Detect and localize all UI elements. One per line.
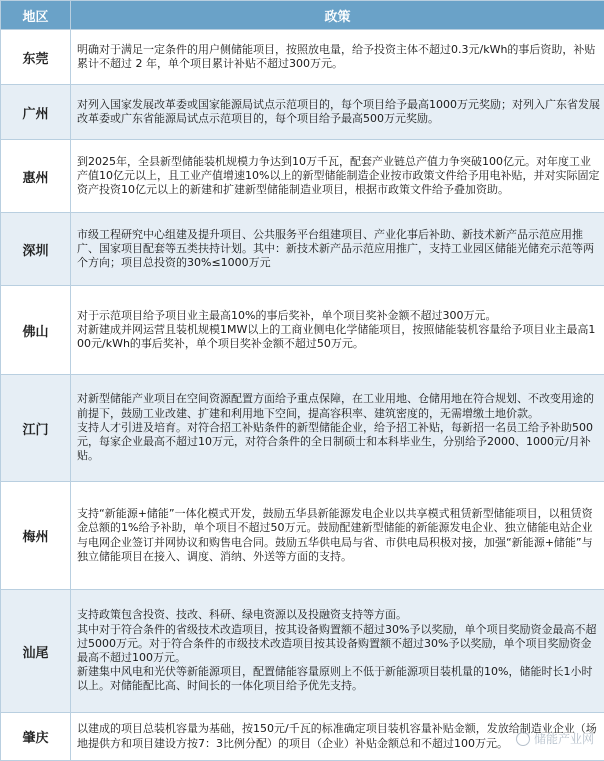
region-cell: 东莞 [1,30,71,85]
policy-cell [71,85,604,140]
policy-cell [71,375,604,482]
region-cell: 江门 [1,375,71,482]
region-cell: 佛山 [1,286,71,375]
policy-text: 其中对于符合条件的省级技术改造项目，按其设备购置额不超过30%予以奖励，单个项目奖励资金最高不超过5000万元。对于符合条件的市级技术改造项目按其设备购置额不超过30%予以奖励，单个项目奖励资金最高不超过100万元。 [77,623,600,666]
policy-text: 新建集中风电和光伏等新能源项目，配置储能容量原则上不低于新能源项目装机量的10%，储能时长1小时以上。对储能配比高、时间长的一体化项目给予优先支持。 [77,665,600,693]
policy-cell [71,213,604,286]
policy-text: 明确对于满足一定条件的用户侧储能项目，按照放电量，给予投资主体不超过0.3元/kWh的事后资助，补贴累计不超过 2 年，单个项目累计补贴不超过300万元。 [77,43,600,71]
region-cell: 深圳 [1,213,71,286]
region-cell: 广州 [1,85,71,140]
policy-cell [71,286,604,375]
table-row [1,30,604,85]
policy-text: 支持“新能源+储能”一体化模式开发，鼓励五华县新能源发电企业以共享模式租赁新型储能项目，以租赁资金总额的1%给予补助，单个项目不超过50万元。鼓励配建新型储能的新能源发电企业、独立储能电站企业与电网企业签订并网协议和购售电合同。鼓励五华供电局与省、市供电局积极对接，加强“新能源+储能”与独立储能项目在接入、调度、消纳、外送等方面的支持。 [77,507,600,564]
table-header-row [1,1,604,30]
policy-text: 对新建成并网运营且装机规模1MW以上的工商业侧电化学储能项目，按照储能装机容量给予项目业主最高100元/kWh的事后奖补，单个项目奖补金额不超过50万元。 [77,323,600,351]
region-cell: 惠州 [1,140,71,213]
policy-text: 支持人才引进及培育。对符合招工补贴条件的新型储能企业，给予招工补贴，每新招一名员工给予补助500元，每家企业最高不超过10万元，对符合条件的全日制硕士和本科毕业生，分别给予2000、1000元/月补贴。 [77,421,600,464]
table-row [1,213,604,286]
policy-cell [71,30,604,85]
region-cell: 汕尾 [1,590,71,713]
policy-text: 以建成的项目总装机容量为基础，按150元/千瓦的标准确定项目装机容量补贴金额，发放给制造业企业（场地提供方和项目建设方按7：3比例分配）的项目（企业）补贴金额总和不超过100万元。 [77,722,600,750]
policy-cell [71,140,604,213]
policy-text: 市级工程研究中心组建及提升项目、公共服务平台组建项目、产业化事后补助、新技术新产品示范应用推广、国家项目配套等五类扶持计划。其中：新技术新产品示范应用推广，支持工业园区储能光储充示范等两个方向；项目总投资的30%≤1000万元 [77,228,600,271]
watermark-text: 储能产业网 [534,730,594,747]
table-row [1,590,604,713]
table-row [1,375,604,482]
policy-cell [71,482,604,590]
column-header-policy: 政策 [71,1,604,30]
policy-cell [71,590,604,713]
policy-text: 支持政策包含投资、技改、科研、绿电资源以及投融资支持等方面。 [77,608,600,622]
policy-cell [71,713,604,761]
policy-text: 对列入国家发展改革委或国家能源局试点示范项目的，每个项目给予最高1000万元奖励；对列入广东省发展改革委或广东省能源局试点示范项目的，每个项目给予最高500万元奖励。 [77,98,600,126]
region-cell: 肇庆 [1,713,71,761]
table-row [1,286,604,375]
policy-text: 对于示范项目给予项目业主最高10%的事后奖补，单个项目奖补金额不超过300万元。 [77,309,600,323]
table-row [1,713,604,761]
table-row [1,85,604,140]
table-row [1,482,604,590]
table-row [1,140,604,213]
region-cell: 梅州 [1,482,71,590]
policy-text: 到2025年，全县新型储能装机规模力争达到10万千瓦，配套产业链总产值力争突破100亿元。对年度工业产值10亿元以上，且工业产值增速10%以上的新型储能制造企业按市政策文件给予用电补贴，并对实际固定资产投资10亿元以上的新建和扩建新型储能制造业项目，根据市政策文件给予叠加资助。 [77,155,600,198]
policy-text: 对新型储能产业项目在空间资源配置方面给予重点保障，在工业用地、仓储用地在符合规划、不改变用途的前提下，鼓励工业改建、扩建和利用地下空间，提高容积率、建筑密度的，无需增缴土地价款。 [77,392,600,420]
column-header-region: 地区 [1,1,71,30]
